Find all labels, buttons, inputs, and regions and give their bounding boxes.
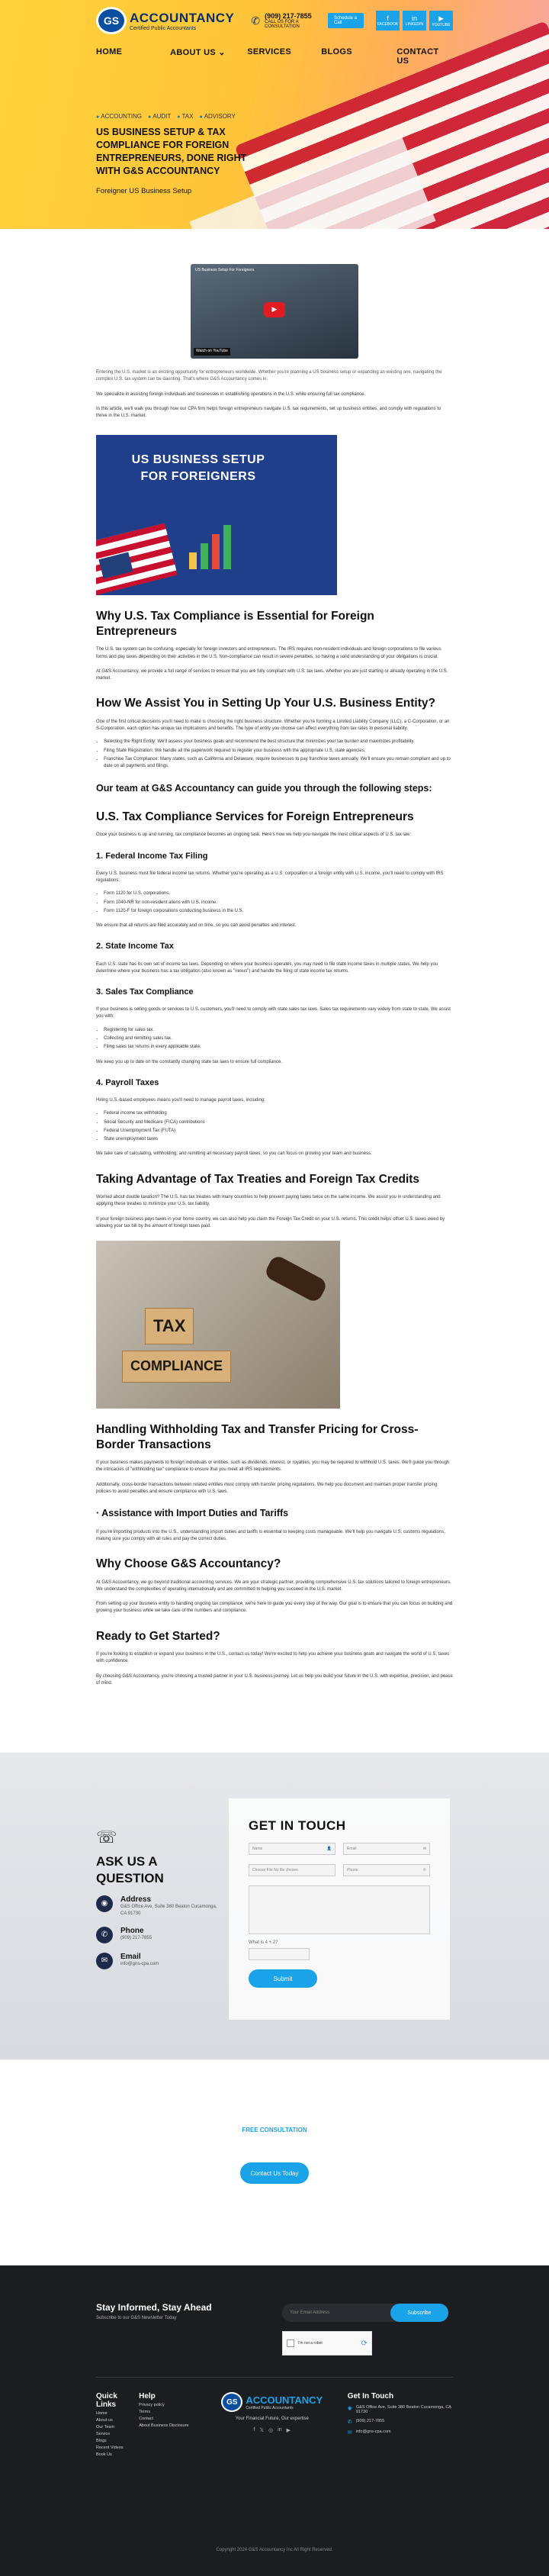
linkedin-icon[interactable]: in [278,2427,282,2433]
list-item: • Selecting the Right Entity: We'll assess your business goals and recommend the best structure that minimizes your tax burden and maximizes profitability. [104,739,453,745]
payroll-list [96,1110,453,1143]
list-item: • Federal Unemployment Tax (FUTA) [104,1128,453,1135]
ask-question-title: ASK US A QUESTION [96,1854,164,1885]
list-item: • Collecting and remitting sales tax. [104,1035,453,1042]
entity-list [96,739,453,770]
copyright: Copyright 2024 G&S Accountancy Inc All Right Reserved. [216,2548,333,2553]
tag-accounting[interactable]: ● ACCOUNTING [96,113,142,120]
subscribe-button[interactable]: Subscribe [390,2304,448,2322]
section-heading: Taking Advantage of Tax Treaties and Foreign Tax Credits [96,1172,420,1186]
step-heading: 2. State Income Tax [96,942,174,952]
logo-tagline: Certified Public Accountants [130,25,197,31]
footer-link[interactable]: Contact [139,2417,154,2422]
message-textarea[interactable] [249,1885,430,1934]
top-bar [0,0,549,37]
footer-brand [214,2392,331,2457]
play-icon[interactable]: ▶ [264,302,285,317]
sales-tax-list [96,1027,453,1051]
forms-list [96,890,453,915]
footer-logo[interactable]: GS ACCOUNTANCY Certified Public Accountants [221,2392,323,2412]
consultation-label: FREE CONSULTATION [242,2127,307,2134]
nav-home[interactable]: HOME [96,47,123,56]
footer-link[interactable]: About us [96,2418,113,2423]
paragraph: Every U.S. business must file federal income tax returns. Whether you're operating as a U.S. corporation or a foreign entity with U.S. income, you'll need to comply with IRS regulations: [96,871,444,883]
footer-phone[interactable]: (909) 217-7855 [355,2419,385,2424]
hero-text [0,66,351,195]
nav-services[interactable]: SERVICES [247,47,292,56]
phone-icon: ✆ [422,1868,426,1873]
recaptcha-checkbox[interactable] [287,2339,294,2347]
intro-paragraph: Entering the U.S. market is an exciting opportunity for entrepreneurs worldwide. Whether you're planning a US business setup or expanding an existing one, navigating the complex U.S. tax system can be daunting. That's where G&S Accountancy comes in. [96,370,442,382]
paragraph: We take care of calculating, withholding, and remitting all necessary payroll taxes, so you can focus on growing your team and business. [96,1151,372,1157]
quick-links: Quick Links Home About us Our Team Service Blogs Recent Videos Book Us [96,2392,139,2457]
phone-input[interactable]: Phone ✆ [343,1864,430,1876]
paragraph: In this article, we'll walk you through how our CPA firm helps foreign entrepreneurs navigate U.S. tax requirements, set up business entities, and comply with regulations to thrive in the U.S. market. [96,406,441,419]
header-phone[interactable] [251,12,313,29]
footer-socials [214,2427,331,2433]
newsletter-subtitle: Subscribe to our G&S Newsletter Today [96,2316,177,2321]
phone-block[interactable]: ✆ Phone (909) 217-7855 [96,1927,218,1943]
video-embed[interactable] [191,264,358,359]
name-input[interactable]: Name 👤 [249,1843,336,1855]
hero-section [0,0,549,229]
paragraph: If your foreign business pays taxes in your home country, we can also help you claim the Foreign Tax Credit on your U.S. returns. This credit helps offset U.S. taxes owed by allowing your tax bill by the amount of foreign taxes paid. [96,1216,445,1229]
location-icon: ◉ [347,2406,352,2412]
phone-number: (909) 217-7855 [265,12,312,20]
paragraph: If you're looking to establish or expand your business in the U.S., contact us today! We're excited to help you achieve your business goals and navigate the world of U.S. taxes with confidence. [96,1652,450,1664]
paragraph: At G&S Accountancy, we go beyond traditional accounting services. We are your strategic partner, providing comprehensive U.S. tax solutions tailored to foreign entrepreneurs. We understand the complexities of operating internationally and are committed to helping you succeed in the U.S. market. [96,1579,451,1592]
footer-link[interactable]: Blogs [96,2439,107,2444]
paragraph: Worried about double taxation? The U.S. has tax treaties with many countries to help prevent paying taxes twice on the same income. We assist you in understanding and applying these treaties to minimize your U.S. tax liability. [96,1195,441,1207]
paragraph: By choosing G&S Accountancy, you're choosing a trusted partner in your U.S. business journey. Let us help you build your future in the U.S. with expertise, precision, and peace of mind. [96,1673,453,1686]
brand-slogan: Your Financial Future, Our expertise [235,2417,309,2422]
phone-icon: ✆ [251,14,261,27]
list-item: • Filing sales tax returns in every applicable state. [104,1044,453,1051]
recaptcha-icon: ⟳ [361,2339,368,2348]
paragraph: From setting up your business entity to handling ongoing tax compliance, we're here to guide you every step of the way. Our goal is to ensure that you can focus on building and growing your business while we take care of the numbers and compliance. [96,1602,453,1614]
image-title: US BUSINESS SETUP FOR FOREIGNERS [131,453,265,484]
phone-icon: ✆ [96,1927,113,1943]
tag-audit[interactable]: ● AUDIT [148,113,171,120]
list-item: • Registering for sales tax. [104,1027,453,1034]
paragraph: We keep you up to date on the constantly changing state tax laws to ensure full compliance. [96,1059,283,1064]
watch-on-youtube[interactable]: Watch on YouTube [194,348,230,356]
list-item: • Form 1040-NR for non-resident aliens with U.S. income. [104,900,453,906]
footer-link[interactable]: Privacy policy [139,2403,165,2408]
section-heading: Why Choose G&S Accountancy? [96,1557,281,1571]
form-title: GET IN TOUCH [249,1818,346,1834]
section-heading: Why U.S. Tax Compliance is Essential for Foreign Entrepreneurs [96,610,374,638]
linkedin-link[interactable]: in LINKEDIN [403,11,426,31]
footer-contact: Get In Touch ◉ G&S Office Ave, Suite 380 Beaton Cucamonga, CA 91730 ✆ (909) 217-7855 ✉ info@gns-cpa.com [348,2392,453,2457]
file-input[interactable]: Choose File No file chosen [249,1864,336,1876]
social-links [376,11,453,31]
address-block: ◉ Address G&S Office Ave, Suite 380 Beaton Cucamonga, CA 91730 [96,1895,218,1918]
footer-address: G&S Office Ave, Suite 380 Beaton Cucamonga, CA 91730 [355,2405,451,2415]
nav-about[interactable]: ABOUT US ⌄ [170,48,226,57]
tag-advisory[interactable]: ● ADVISORY [199,113,235,120]
phone-call-icon: ☏ [96,1827,117,1847]
footer-link[interactable]: Book Us [96,2452,112,2458]
paragraph: We specialize in assisting foreign individuals and businesses in establishing operations in the U.S. while ensuring full tax compliance. [96,391,366,397]
main-nav [0,37,549,66]
article-body [0,229,549,1687]
image-word-compliance: COMPLIANCE [122,1351,231,1383]
section-heading: Handling Withholding Tax and Transfer Pricing for Cross-Border Transactions [96,1423,419,1451]
facebook-icon: f [387,14,389,22]
instagram-icon[interactable]: ◎ [268,2428,274,2434]
paragraph: At G&S Accountancy, we provide a full range of services to ensure that you are fully compliant with U.S. tax laws, whether you are just starting or already operating in the U.S. market. [96,668,448,681]
list-item: • Form 1120-F for foreign corporations conducting business in the U.S. [104,908,453,915]
footer [0,2265,549,2576]
mail-icon: ✉ [96,1953,113,1969]
twitter-icon[interactable]: 𝕏 [259,2428,265,2434]
mail-icon: ✉ [347,2430,352,2436]
mail-icon: ✉ [422,1847,426,1852]
email-input[interactable]: Email ✉ [343,1843,430,1855]
nav-contact[interactable]: CONTACT US [396,47,439,66]
contact-form [229,1798,450,2020]
paragraph: The U.S. tax system can be confusing, especially for foreign investors and entrepreneurs. The IRS requires non-resident individuals and foreign corporations to file various forms and pay taxes depending on their activities in the U.S. Non-compliance can result in severe penalties, so having a solid understanding of your obligations is crucial. [96,647,441,659]
newsletter-email-input[interactable]: Your Email Address [282,2304,412,2322]
subsection-heading: · Assistance with Import Duties and Tariffs [96,1508,289,1519]
footer-divider [96,2377,453,2378]
captcha-input[interactable] [249,1948,310,1960]
logo[interactable] [96,7,234,34]
nav-blogs[interactable]: BLOGS [321,47,352,56]
list-item: • Filing State Registration: We handle all the paperwork required to register your business with the appropriate U.S. state agencies. [104,748,453,755]
page-subtitle: Foreigner US Business Setup [96,186,192,195]
paragraph: We ensure that all returns are filed accurately and on time, so you can avoid penalties and interest. [96,923,297,929]
paragraph: If your business makes payments to foreign individuals or entities, such as dividends, interest, or royalties, you may be required to withhold U.S. taxes. We'll guide you through the intricacies of "withholding tax" compliance to ensure that you meet all IRS requirements. [96,1460,450,1473]
category-tags [96,113,351,120]
captcha-question: What is 4 + 2? [249,1940,278,1946]
subsection-heading: Our team at G&S Accountancy can guide you through the following steps: [96,782,432,794]
footer-link[interactable]: Terms [139,2410,151,2415]
footer-link[interactable]: About Business Disclosure [139,2423,189,2429]
paragraph: Hiring U.S.-based employees means you'll need to manage payroll taxes, including: [96,1097,265,1103]
linkedin-icon: in [411,14,417,22]
us-business-setup-image [96,435,337,595]
list-item: • Form 1120 for U.S. corporations. [104,890,453,897]
location-icon: ◉ [96,1895,113,1912]
footer-link[interactable]: Home [96,2411,108,2417]
logo-mark: GS [221,2392,242,2412]
footer-link[interactable]: Recent Videos [96,2446,124,2451]
step-heading: 3. Sales Tax Compliance [96,987,194,997]
facebook-link[interactable]: f FACEBOOK [376,11,400,31]
recaptcha[interactable]: I'm not a robot ⟳ [282,2331,372,2355]
logo-name: ACCOUNTANCY [130,10,235,25]
footer-columns [96,2392,453,2457]
list-item: • Federal income tax withholding [104,1110,453,1117]
growth-chart-graphic [189,525,231,569]
paragraph: Each U.S. state has its own set of income tax laws. Depending on where your business operates, you may need to file state income taxes in multiple states. We help you determine where your business has a tax obligation (also known as "nexus") and handle the filing of state income tax returns. [96,961,438,974]
page-title: US BUSINESS SETUP & TAX COMPLIANCE FOR FOREIGN ENTREPRENEURS, DONE RIGHT WITH G&S ACCOUNTANCY [96,127,247,176]
paragraph: Additionally, cross-border transactions between related entities must comply with transfer pricing regulations. We help you document and maintain proper transfer pricing policies to avoid penalties and ensure compliance with U.S. laws. [96,1482,438,1494]
youtube-icon[interactable]: ▶ [286,2428,291,2434]
section-heading: How We Assist You in Setting Up Your U.S. Business Entity? [96,697,435,710]
schedule-call-button[interactable]: Schedule a Call [328,13,364,28]
submit-button[interactable]: Submit [249,1969,317,1988]
newsletter-form [282,2304,448,2322]
video-title: US Business Setup For Foreigners [195,268,255,272]
paragraph: Once your business is up and running, tax compliance becomes an ongoing task. Here's how we help you navigate the most critical aspects of U.S. tax law: [96,832,412,838]
list-item: • Franchise Tax Compliance: Many states, such as California and Delaware, require businesses to pay franchise taxes annually. We'll ensure you remain compliant and up to date on all payments and filings. [104,756,453,771]
footer-link[interactable]: Service [96,2432,111,2437]
contact-us-button[interactable]: Contact Us Today [240,2162,309,2184]
newsletter-title: Stay Informed, Stay Ahead [96,2302,212,2314]
facebook-icon[interactable]: f [253,2427,255,2433]
tax-compliance-image [96,1241,340,1409]
paragraph: One of the first critical decisions you'll need to make is choosing the right business structure. Whether you're forming a Limited Liability Company (LLC), a C-Corporation, or an S-Corporation, each option has unique tax implications and benefits. The type of entity you choose can affect everything from tax rates to personal liability. [96,719,450,732]
phone-value[interactable]: (909) 217-7855 [120,1935,152,1940]
email-block[interactable]: ✉ Email info@gns-cpa.com [96,1953,218,1969]
tag-tax[interactable]: ● TAX [177,113,193,120]
paragraph: If your business is selling goods or services to U.S. customers, you'll need to comply with state sales tax laws. Sales tax requirements vary widely from state to state. We assist you with: [96,1007,451,1019]
step-heading: 1. Federal Income Tax Filing [96,851,208,861]
contact-section [0,1753,549,2059]
phone-icon: ✆ [347,2420,352,2426]
logo-mark: GS [96,7,127,34]
paragraph: If you're importing products into the U.S., understanding import duties and tariffs is essential to keeping costs manageable. We'll help you navigate U.S. customs regulations, making sure you comply with all rules and pay the correct duties. [96,1529,445,1541]
footer-link[interactable]: Our Team [96,2425,115,2430]
youtube-icon: ▶ [438,14,444,22]
section-heading: Ready to Get Started? [96,1629,220,1643]
step-heading: 4. Payroll Taxes [96,1077,159,1087]
address-value: G&S Office Ave, Suite 380 Beaton Cucamonga, CA 91730 [120,1904,217,1916]
phone-subtext: CALL US FOR A CONSULTATION [265,20,300,29]
gavel-graphic [263,1254,329,1304]
help-links: Help Privacy policy Terms Contact About Business Disclosure [139,2392,214,2457]
youtube-link[interactable]: ▶ YOUTUBE [429,11,453,31]
footer-email[interactable]: info@gns-cpa.com [355,2429,391,2435]
contact-info [96,1827,218,1969]
email-value[interactable]: info@gns-cpa.com [120,1961,159,1966]
user-icon: 👤 [326,1847,332,1852]
list-item: • Social Security and Medicare (FICA) contributions [104,1119,453,1126]
consultation-section [0,2059,549,2265]
section-heading: U.S. Tax Compliance Services for Foreign Entrepreneurs [96,810,414,823]
list-item: • State unemployment taxes [104,1136,453,1143]
image-word-tax: TAX [145,1308,194,1344]
